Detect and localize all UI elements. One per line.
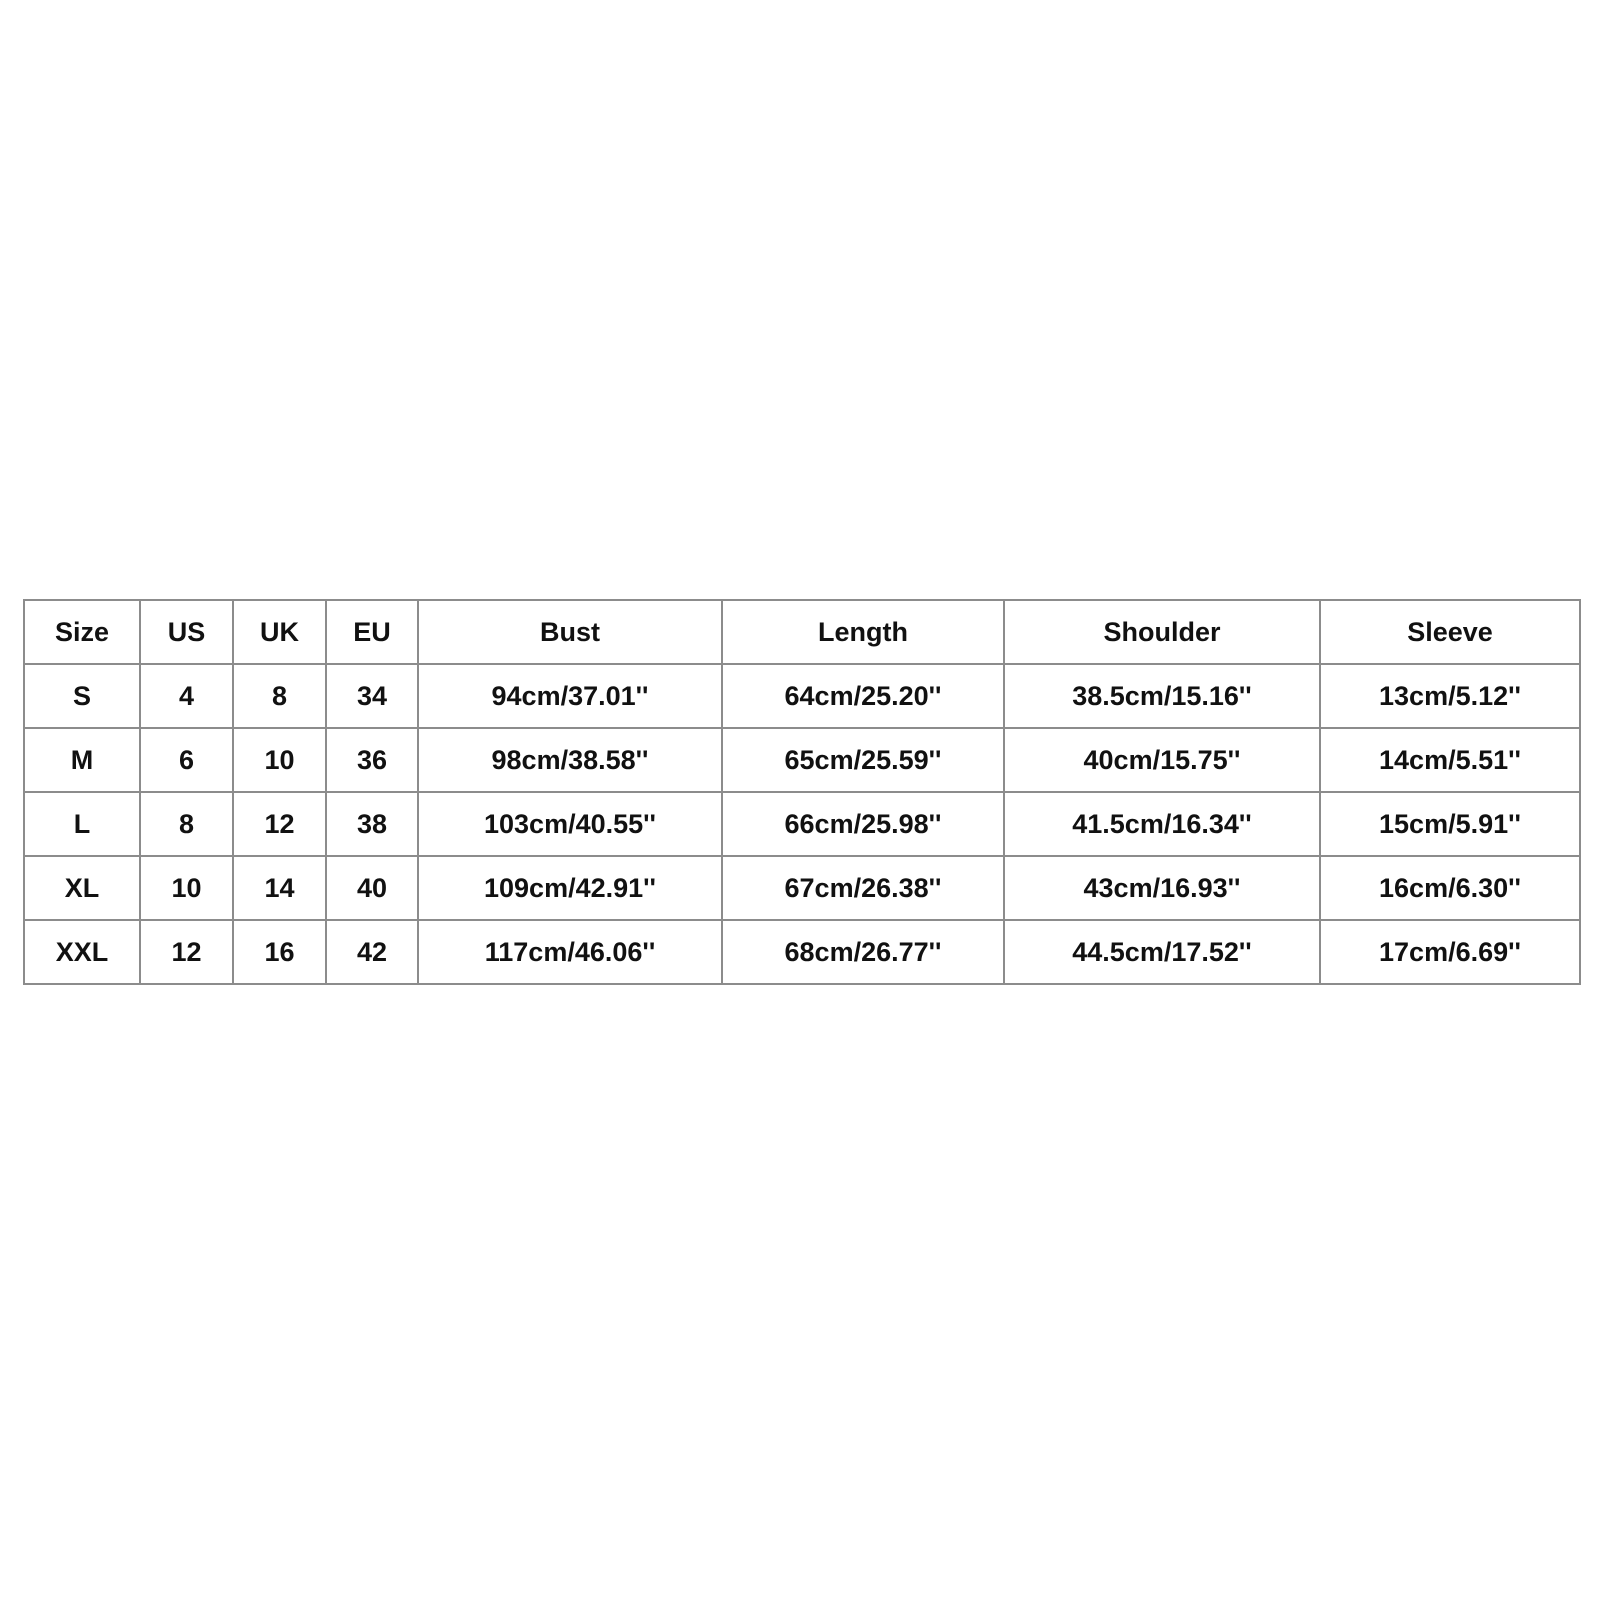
cell-uk: 16 (233, 920, 326, 984)
header-cell-bust: Bust (418, 600, 722, 664)
table-row (24, 792, 1580, 856)
table-row (24, 856, 1580, 920)
cell-bust: 98cm/38.58'' (418, 728, 722, 792)
cell-shoulder: 38.5cm/15.16'' (1004, 664, 1320, 728)
cell-uk: 10 (233, 728, 326, 792)
cell-bust: 103cm/40.55'' (418, 792, 722, 856)
cell-sleeve: 13cm/5.12'' (1320, 664, 1580, 728)
cell-eu: 36 (326, 728, 418, 792)
table-row (24, 728, 1580, 792)
cell-us: 8 (140, 792, 233, 856)
cell-eu: 40 (326, 856, 418, 920)
cell-sleeve: 16cm/6.30'' (1320, 856, 1580, 920)
header-row (24, 600, 1580, 664)
header-cell-eu: EU (326, 600, 418, 664)
cell-shoulder: 43cm/16.93'' (1004, 856, 1320, 920)
cell-us: 4 (140, 664, 233, 728)
cell-shoulder: 40cm/15.75'' (1004, 728, 1320, 792)
cell-us: 12 (140, 920, 233, 984)
header-cell-uk: UK (233, 600, 326, 664)
cell-eu: 42 (326, 920, 418, 984)
cell-length: 65cm/25.59'' (722, 728, 1004, 792)
cell-size: XL (24, 856, 140, 920)
cell-length: 66cm/25.98'' (722, 792, 1004, 856)
cell-bust: 117cm/46.06'' (418, 920, 722, 984)
cell-sleeve: 15cm/5.91'' (1320, 792, 1580, 856)
table-row (24, 664, 1580, 728)
table-row (24, 920, 1580, 984)
cell-sleeve: 17cm/6.69'' (1320, 920, 1580, 984)
header-cell-size: Size (24, 600, 140, 664)
cell-shoulder: 41.5cm/16.34'' (1004, 792, 1320, 856)
cell-eu: 38 (326, 792, 418, 856)
cell-size: XXL (24, 920, 140, 984)
cell-size: M (24, 728, 140, 792)
cell-length: 68cm/26.77'' (722, 920, 1004, 984)
cell-length: 64cm/25.20'' (722, 664, 1004, 728)
cell-us: 6 (140, 728, 233, 792)
cell-us: 10 (140, 856, 233, 920)
size-chart-table (23, 599, 1581, 985)
header-cell-us: US (140, 600, 233, 664)
cell-length: 67cm/26.38'' (722, 856, 1004, 920)
cell-shoulder: 44.5cm/17.52'' (1004, 920, 1320, 984)
cell-bust: 94cm/37.01'' (418, 664, 722, 728)
cell-uk: 14 (233, 856, 326, 920)
cell-sleeve: 14cm/5.51'' (1320, 728, 1580, 792)
cell-uk: 12 (233, 792, 326, 856)
cell-uk: 8 (233, 664, 326, 728)
cell-size: L (24, 792, 140, 856)
cell-size: S (24, 664, 140, 728)
header-cell-shoulder: Shoulder (1004, 600, 1320, 664)
cell-eu: 34 (326, 664, 418, 728)
header-cell-sleeve: Sleeve (1320, 600, 1580, 664)
cell-bust: 109cm/42.91'' (418, 856, 722, 920)
header-cell-length: Length (722, 600, 1004, 664)
